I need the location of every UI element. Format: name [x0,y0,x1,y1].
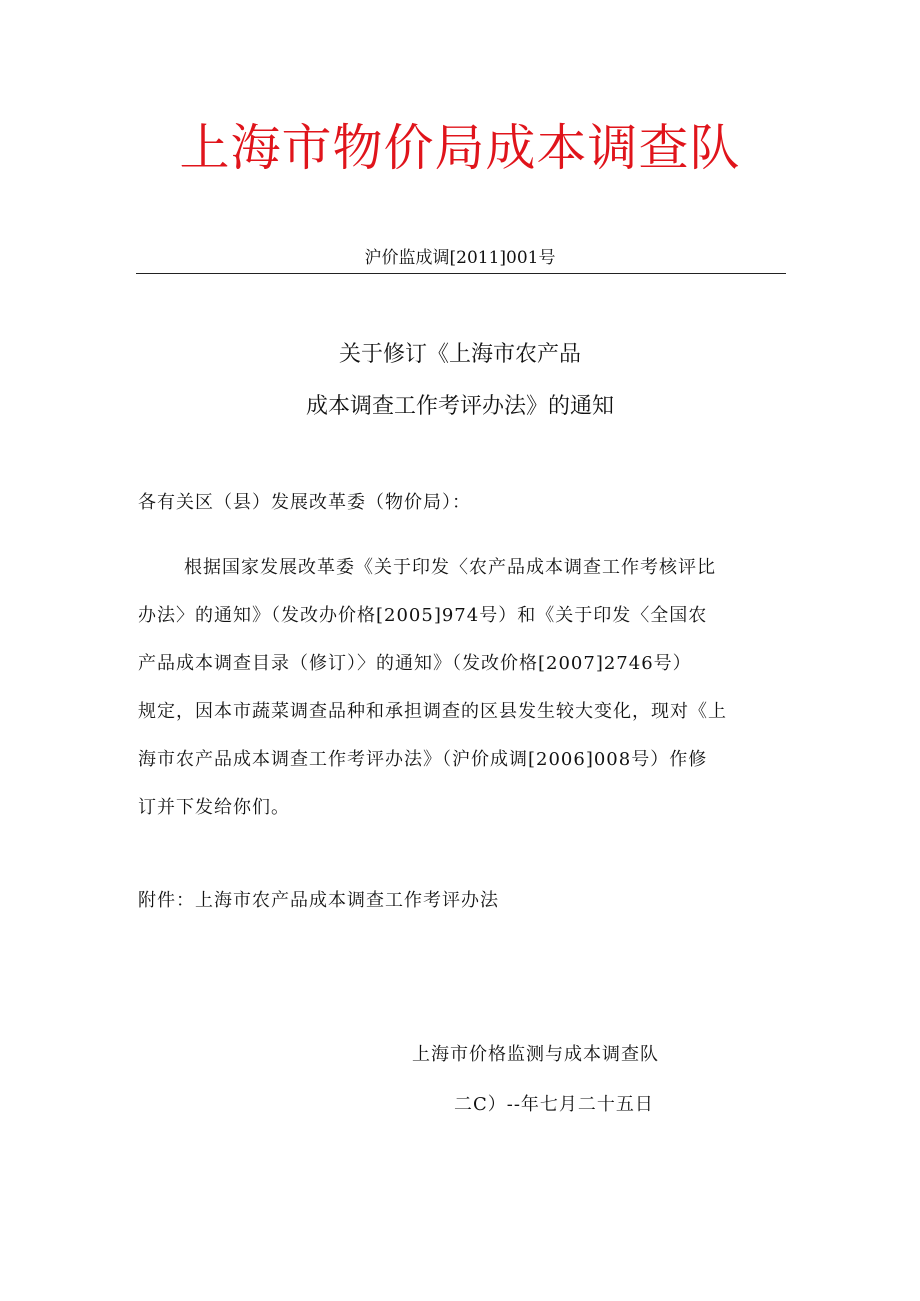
notice-title-line-2: 成本调查工作考评办法》的通知 [305,394,614,419]
header-divider [136,273,786,274]
salutation: 各有关区（县）发展改革委（物价局）： [138,492,471,513]
body-paragraph-line-2: 办法〉的通知》（发改办价格[2005]974号）和《关于印发〈全国农 [138,605,708,626]
body-paragraph-line-6: 订并下发给你们。 [138,797,290,818]
attachment-note: 附件：上海市农产品成本调查工作考评办法 [138,890,499,911]
issuing-organization-title: 上海市物价局成本调查队 [179,119,741,177]
body-paragraph-line-3: 产品成本调查目录（修订）〉的通知》（发改价格[2007]2746号） [138,653,692,674]
body-paragraph-line-1: 根据国家发展改革委《关于印发〈农产品成本调查工作考核评比 [184,557,716,578]
body-paragraph-line-5: 海市农产品成本调查工作考评办法》（沪价成调[2006]008号）作修 [138,749,708,770]
signing-date: 二C）--年七月二十五日 [454,1094,654,1115]
notice-title-line-1: 关于修订《上海市农产品 [338,342,581,367]
document-number: 沪价监成调[2011]001号 [364,248,556,268]
body-paragraph-line-4: 规定，因本市蔬菜调查品种和承担调查的区县发生较大变化，现对《上 [138,701,727,722]
signing-organization: 上海市价格监测与成本调查队 [412,1044,659,1065]
